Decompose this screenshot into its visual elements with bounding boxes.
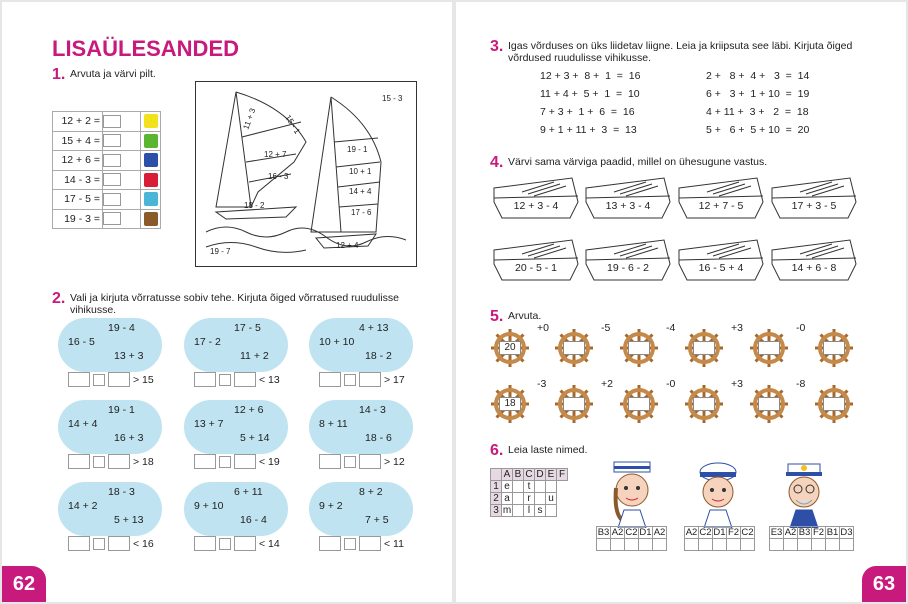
crayon-swatch [144, 134, 158, 148]
exercise-2-instruction: Vali ja kirjuta võrratusse sobiv tehe. Kirjuta õiged võrratused ruudulisse vihikusse. [70, 292, 399, 316]
cloud-expr: 18 - 3 [108, 486, 135, 498]
helm-wheel [684, 328, 724, 368]
exercise-3-instruction: Igas võrduses on üks liidetav liigne. Leia ja kriipsuta see läbi. Kirjuta õiged võrdused ruudulisse vihikusse. [508, 40, 853, 64]
letter-answer-cell[interactable] [611, 539, 625, 551]
answer-box[interactable] [234, 536, 256, 551]
answer-box[interactable] [628, 397, 650, 411]
cloud-expr: 8 + 11 [319, 418, 348, 430]
letter-answer-cell[interactable] [826, 539, 840, 551]
operation-label: -8 [796, 378, 806, 390]
grid-column-header: C [525, 469, 533, 480]
name-code-table [769, 526, 854, 551]
exercise-1-instruction: Arvuta ja värvi pilt. [70, 68, 156, 80]
answer-box[interactable] [103, 115, 121, 128]
boat-expression: 20 - 5 - 1 [514, 262, 558, 274]
inequality-condition: > 17 [384, 373, 405, 386]
operation-label: -3 [537, 378, 547, 390]
grid-cell [513, 481, 524, 493]
boat[interactable] [770, 174, 858, 222]
expression-cloud [184, 482, 288, 536]
boat-outline [492, 174, 580, 222]
picture-label: 10 + 1 [349, 167, 372, 176]
boat-expression: 16 - 5 + 4 [698, 262, 744, 274]
code-cell: C2 [625, 527, 638, 538]
answer-box[interactable] [693, 397, 715, 411]
code-cell: A2 [784, 527, 797, 538]
expression-cloud [309, 482, 413, 536]
addition-equation: 12 + 3 + 8 + 1 = 16 [540, 70, 641, 82]
cloud-expr: 12 + 6 [234, 404, 264, 416]
letter-answer-cell[interactable] [727, 539, 741, 551]
boat[interactable] [677, 174, 765, 222]
code-cell: A2 [653, 527, 666, 538]
crayon-swatch [144, 173, 158, 187]
captain-illustration [776, 458, 832, 528]
letter-answer-cell[interactable] [798, 539, 812, 551]
grid-column-header: F [557, 469, 568, 481]
grid-column-header: E [546, 469, 557, 481]
inequality-answer-row [68, 536, 154, 551]
grid-cell [546, 481, 557, 493]
boat[interactable] [584, 236, 672, 284]
boat-outline [677, 174, 765, 222]
cloud-expr: 5 + 14 [240, 432, 270, 444]
operator-box[interactable] [93, 456, 105, 468]
answer-box[interactable] [693, 341, 715, 355]
cloud-expr: 19 - 4 [108, 322, 135, 334]
crayon-swatch [144, 212, 158, 226]
code-cell: D1 [639, 527, 652, 538]
boat-outline [770, 174, 858, 222]
inequality-condition: < 14 [259, 537, 280, 550]
code-cell: E3 [770, 527, 783, 538]
picture-label: 14 + 4 [349, 187, 372, 196]
grid-cell: 1 [491, 481, 502, 493]
helm-wheel [490, 384, 530, 424]
color-key-row [53, 170, 161, 190]
page-title: LISAÜLESANDED [52, 36, 240, 61]
answer-box[interactable] [563, 341, 585, 355]
code-cell: A2 [685, 527, 698, 538]
cloud-expr: 17 - 5 [234, 322, 261, 334]
grid-column-header: D [536, 469, 544, 480]
expression: 17 - 5 = [53, 190, 103, 210]
letter-answer-cell[interactable] [699, 539, 713, 551]
color-key-row [53, 151, 161, 171]
code-cell: F2 [812, 527, 825, 538]
cloud-expr: 13 + 7 [194, 418, 224, 430]
code-cell: B1 [826, 527, 839, 538]
picture-label: 16 - 3 [268, 172, 289, 181]
cloud-expr: 7 + 5 [365, 514, 389, 526]
operation-label: -0 [796, 322, 806, 334]
operator-box[interactable] [219, 456, 231, 468]
code-cell: F2 [727, 527, 740, 538]
cloud-expr: 18 - 2 [365, 350, 392, 362]
inequality-condition: > 12 [384, 455, 405, 468]
sailboat-drawing [196, 82, 416, 266]
operator-box[interactable] [219, 538, 231, 550]
answer-box[interactable] [108, 454, 130, 469]
expression-cloud [309, 400, 413, 454]
operator-box[interactable] [93, 374, 105, 386]
cloud-expr: 17 - 2 [194, 336, 221, 348]
boat[interactable] [492, 236, 580, 284]
letter-answer-cell[interactable] [653, 539, 667, 551]
picture-label: 19 - 1 [347, 145, 368, 154]
name-code-table [684, 526, 755, 551]
page-number: 63 [862, 566, 906, 602]
boat-outline [492, 236, 580, 284]
boat-expression: 17 + 3 - 5 [791, 200, 837, 212]
answer-box[interactable] [758, 397, 780, 411]
answer-box[interactable] [103, 193, 121, 206]
grid-cell: s [535, 505, 546, 517]
answer-box[interactable] [563, 397, 585, 411]
code-cell: D3 [840, 527, 853, 538]
letter-answer-cell[interactable] [741, 539, 755, 551]
grid-column-header: A [502, 469, 513, 481]
code-cell: B3 [597, 527, 610, 538]
boat[interactable] [677, 236, 765, 284]
answer-box[interactable] [319, 454, 341, 469]
answer-box[interactable] [103, 212, 121, 225]
cloud-expr: 14 + 2 [68, 500, 98, 512]
letter-answer-cell[interactable] [784, 539, 798, 551]
expression-cloud [184, 400, 288, 454]
grid-cell: a [502, 493, 513, 505]
cloud-expr: 4 + 13 [359, 322, 389, 334]
operator-box[interactable] [344, 374, 356, 386]
cloud-expr: 16 - 5 [68, 336, 95, 348]
answer-box[interactable] [103, 154, 121, 167]
addition-equation: 5 + 6 + 5 + 10 = 20 [706, 124, 810, 136]
color-key-row [53, 190, 161, 210]
picture-label: 11 + 3 [241, 107, 258, 131]
inequality-condition: > 15 [133, 373, 154, 386]
cloud-expr: 14 - 3 [359, 404, 386, 416]
boat-expression: 14 + 6 - 8 [791, 262, 837, 274]
inequality-answer-row [319, 454, 405, 469]
picture-label: 15 - 3 [382, 94, 403, 103]
crayon-swatch [144, 192, 158, 206]
sailboat-picture [195, 81, 417, 267]
exercise-5-number: 5. [490, 308, 504, 325]
letter-grid [490, 468, 568, 517]
exercise-6-number: 6. [490, 442, 504, 459]
answer-box[interactable] [823, 341, 845, 355]
grid-cell: u [546, 493, 557, 505]
letter-answer-cell[interactable] [639, 539, 653, 551]
inequality-condition: < 19 [259, 455, 280, 468]
inequality-condition: < 16 [133, 537, 154, 550]
helm-wheel [749, 328, 789, 368]
boat[interactable] [584, 174, 672, 222]
answer-box[interactable] [359, 372, 381, 387]
helm-wheel [619, 328, 659, 368]
picture-label: 18 - 2 [244, 201, 265, 210]
picture-label: 19 - 7 [210, 247, 231, 256]
code-cell: C2 [699, 527, 712, 538]
answer-box[interactable] [68, 372, 90, 387]
color-key-row [53, 209, 161, 229]
picture-label: 12 + 7 [264, 150, 287, 159]
cloud-expr: 14 + 4 [68, 418, 98, 430]
code-cell: D1 [713, 527, 726, 538]
inequality-answer-row [194, 454, 280, 469]
exercise-5-instruction: Arvuta. [508, 310, 542, 322]
left-page [2, 2, 452, 602]
expression: 14 - 3 = [53, 170, 103, 190]
grid-cell: 2 [491, 493, 502, 505]
answer-box[interactable] [319, 536, 341, 551]
addition-equation: 6 + 3 + 1 + 10 = 19 [706, 88, 810, 100]
color-key-row [53, 131, 161, 151]
exercise-4-number: 4. [490, 154, 504, 171]
answer-box[interactable] [108, 536, 130, 551]
answer-box[interactable] [359, 454, 381, 469]
answer-box[interactable] [103, 173, 121, 186]
answer-box[interactable] [68, 454, 90, 469]
answer-box[interactable] [194, 454, 216, 469]
helm-wheel [619, 384, 659, 424]
boat[interactable] [770, 236, 858, 284]
exercise-4-instruction: Värvi sama värviga paadid, millel on ühesugune vastus. [508, 156, 768, 168]
answer-box[interactable] [628, 341, 650, 355]
code-cell: B3 [798, 527, 811, 538]
operation-label: -0 [666, 378, 676, 390]
expression: 19 - 3 = [53, 209, 103, 229]
crayon-swatch [144, 114, 158, 128]
cloud-expr: 11 + 2 [240, 350, 269, 362]
boat-outline [584, 236, 672, 284]
letter-answer-cell[interactable] [625, 539, 639, 551]
exercise-6-instruction: Leia laste nimed. [508, 444, 588, 456]
operation-label: +0 [537, 322, 549, 334]
operator-box[interactable] [344, 538, 356, 550]
inequality-answer-row [194, 536, 280, 551]
inequality-answer-row [68, 372, 154, 387]
name-code-table [596, 526, 667, 551]
grid-cell [513, 493, 524, 505]
cloud-expr: 16 + 3 [114, 432, 144, 444]
inequality-answer-row [319, 536, 404, 551]
boat-expression: 13 + 3 - 4 [605, 200, 651, 212]
grid-cell: t [524, 481, 535, 493]
addition-equation: 2 + 8 + 4 + 3 = 14 [706, 70, 810, 82]
boat-expression: 12 + 3 - 4 [513, 200, 559, 212]
picture-label: 15 - 1 [283, 113, 302, 136]
start-value: 20 [499, 341, 521, 355]
cloud-expr: 16 - 4 [240, 514, 267, 526]
helm-wheel [749, 384, 789, 424]
addition-equation: 9 + 1 + 11 + 3 = 13 [540, 124, 637, 136]
inequality-answer-row [68, 454, 154, 469]
exercise-2-number: 2. [52, 290, 66, 307]
inequality-answer-row [319, 372, 405, 387]
boy-illustration [690, 460, 746, 528]
grid-cell: m [502, 505, 512, 516]
letter-answer-cell[interactable] [713, 539, 727, 551]
inequality-condition: < 11 [384, 537, 404, 550]
grid-cell [546, 505, 557, 517]
addition-equation: 11 + 4 + 5 + 1 = 10 [540, 88, 640, 100]
cloud-expr: 8 + 2 [359, 486, 383, 498]
boat-outline [770, 236, 858, 284]
cloud-expr: 9 + 10 [194, 500, 224, 512]
grid-cell [535, 493, 546, 505]
operator-box[interactable] [344, 456, 356, 468]
answer-box[interactable] [234, 454, 256, 469]
page-number: 62 [2, 566, 46, 602]
boat-expression: 12 + 7 - 5 [698, 200, 744, 212]
letter-answer-cell[interactable] [770, 539, 784, 551]
answer-box[interactable] [194, 536, 216, 551]
cloud-expr: 18 - 6 [365, 432, 392, 444]
addition-equation: 7 + 3 + 1 + 6 = 16 [540, 106, 635, 118]
boat[interactable] [492, 174, 580, 222]
letter-answer-cell[interactable] [597, 539, 611, 551]
answer-box[interactable] [194, 372, 216, 387]
answer-box[interactable] [103, 134, 121, 147]
grid-cell: l [524, 505, 535, 517]
grid-cell: 3 [491, 505, 502, 517]
picture-label: 12 + 4 [336, 241, 359, 250]
girl-illustration [604, 458, 660, 528]
operator-box[interactable] [219, 374, 231, 386]
helm-wheel [554, 384, 594, 424]
answer-box[interactable] [319, 372, 341, 387]
helm-wheel [814, 328, 854, 368]
inequality-answer-row [194, 372, 280, 387]
operator-box[interactable] [93, 538, 105, 550]
expression-cloud [58, 318, 162, 372]
boat-outline [584, 174, 672, 222]
helm-wheel [554, 328, 594, 368]
grid-cell: e [502, 481, 513, 493]
answer-box[interactable] [234, 372, 256, 387]
color-key-table [52, 111, 161, 229]
crayon-swatch [144, 153, 158, 167]
operation-label: -5 [601, 322, 611, 334]
helm-wheel [684, 384, 724, 424]
boat-outline [677, 236, 765, 284]
addition-equation: 4 + 11 + 3 + 2 = 18 [706, 106, 809, 118]
cloud-expr: 19 - 1 [108, 404, 135, 416]
operation-label: +2 [601, 378, 613, 390]
helm-wheel [814, 384, 854, 424]
inequality-condition: < 13 [259, 373, 280, 386]
start-value: 18 [499, 397, 521, 411]
cloud-expr: 10 + 10 [319, 336, 355, 348]
answer-box[interactable] [108, 372, 130, 387]
answer-box[interactable] [359, 536, 381, 551]
operation-label: +3 [731, 322, 743, 334]
expression-cloud [309, 318, 413, 372]
expression-cloud [184, 318, 288, 372]
letter-answer-cell[interactable] [685, 539, 699, 551]
exercise-3-number: 3. [490, 38, 504, 55]
answer-box[interactable] [758, 341, 780, 355]
cloud-expr: 13 + 3 [114, 350, 144, 362]
cloud-expr: 6 + 11 [234, 486, 263, 498]
code-cell: C2 [741, 527, 754, 538]
letter-answer-cell[interactable] [812, 539, 826, 551]
answer-box[interactable] [823, 397, 845, 411]
exercise-1-number: 1. [52, 66, 66, 83]
grid-cell [535, 481, 546, 493]
picture-label: 17 - 6 [351, 208, 372, 217]
letter-answer-cell[interactable] [840, 539, 854, 551]
right-page [456, 2, 906, 602]
operation-label: -4 [666, 322, 676, 334]
inequality-condition: > 18 [133, 455, 154, 468]
grid-cell [513, 505, 524, 517]
boat-expression: 19 - 6 - 2 [606, 262, 650, 274]
color-key-row [53, 112, 161, 132]
expression-cloud [58, 400, 162, 454]
grid-cell: r [524, 493, 535, 505]
expression-cloud [58, 482, 162, 536]
grid-column-header: B [513, 469, 524, 481]
cloud-expr: 9 + 2 [319, 500, 343, 512]
code-cell: A2 [611, 527, 624, 538]
helm-wheel [490, 328, 530, 368]
expression: 15 + 4 = [53, 131, 103, 151]
expression: 12 + 2 = [53, 112, 103, 132]
expression: 12 + 6 = [53, 151, 103, 171]
cloud-expr: 5 + 13 [114, 514, 144, 526]
answer-box[interactable] [68, 536, 90, 551]
operation-label: +3 [731, 378, 743, 390]
